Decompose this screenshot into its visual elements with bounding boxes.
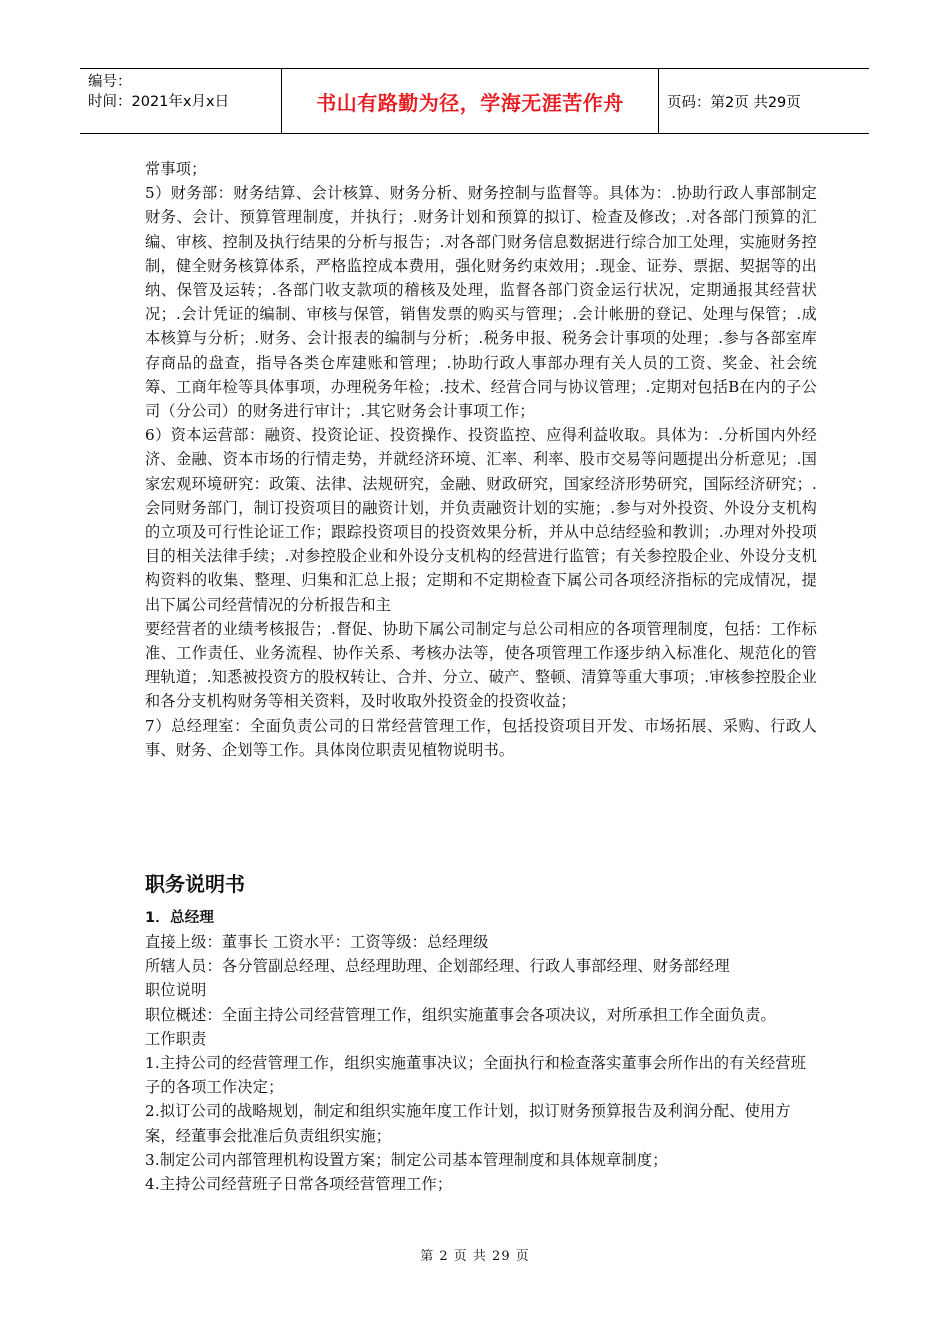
- header-page-info: 页码：第2页 共29页: [667, 94, 801, 111]
- job-line: 工作职责: [145, 1029, 207, 1048]
- job-line: 职位说明: [145, 981, 207, 1000]
- job-line: 2.拟订公司的战略规划，制定和组织实施年度工作计划，拟订财务预算报告及利润分配、使用方案，经董事会批准后负责组织实施；: [145, 1102, 791, 1145]
- paragraph: 7）总经理室：全面负责公司的日常经营管理工作，包括投资项目开发、市场拓展、采购、行政人事、财务、企划等工作。具体岗位职责见植物说明书。: [145, 716, 817, 759]
- section-title: 职务说明书: [145, 872, 245, 896]
- job-description: [145, 906, 817, 1196]
- job-line: 4.主持公司经营班子日常各项经营管理工作；: [145, 1175, 453, 1194]
- paragraph: 要经营者的业绩考核报告；.督促、协助下属公司制定与总公司相应的各项管理制度，包括：工作标准、工作责任、业务流程、协作关系、考核办法等，使各项管理工作逐步纳入标准化、规范化的管理轨道；.知悉被投资方的股权转让、合并、分立、破产、整顿、清算等重大事项；.审核参控股企业和各分支机构财务等相关资料，及时收取外投资金的投资收益；: [145, 619, 817, 711]
- job-line: 直接上级：董事长 工资水平：工资等级：总经理级: [145, 933, 489, 951]
- paragraph: 6）资本运营部：融资、投资论证、投资操作、投资监控、应得利益收取。具体为：.分析国内外经济、金融、资本市场的行情走势，并就经济环境、汇率、利率、股市交易等问题提出分析意见；.国家宏观环境研究：政策、法律、法规研究，金融、财政研究，国家经济形势研究，国际经济研究；.会同财务部门，制订投资项目的融资计划，并负责融资计划的实施；.参与对外投资、外设分支机构的立项及可行性论证工作；跟踪投资项目的投资效果分析，并从中总结经验和教训；.办理对外投项目的相关法律手续；.对参控股企业和外设分支机构的经营进行监管；有关参控股企业、外设分支机构资料的收集、整理、归集和汇总上报；定期和不定期检查下属公司各项经济指标的完成情况，提出下属公司经营情况的分析报告和主: [145, 426, 817, 614]
- page-footer: 第 2 页 共 29 页: [420, 1249, 530, 1264]
- header-motto: 书山有路勤为径，学海无涯苦作舟: [282, 69, 659, 133]
- job-line: 1.主持公司的经营管理工作，组织实施董事决议；全面执行和检查落实董事会所作出的有关经营班子的各项工作决定；: [145, 1054, 807, 1097]
- document-number-label: 编号：: [88, 74, 132, 90]
- header-meta: [80, 69, 282, 133]
- paragraph: 常事项；: [145, 160, 207, 178]
- page-header: [80, 68, 869, 134]
- body-text: [145, 157, 817, 762]
- job-line: 职位概述：全面主持公司经营管理工作，组织实施董事会各项决议，对所承担工作全面负责。: [145, 1005, 776, 1024]
- job-line: 所辖人员：各分管副总经理、总经理助理、企划部经理、行政人事部经理、财务部经理: [145, 957, 730, 976]
- document-time-label: 时间：2021年x月x日: [88, 94, 230, 110]
- job-line: 3.制定公司内部管理机构设置方案；制定公司基本管理制度和具体规章制度；: [145, 1150, 668, 1169]
- job-heading: 1．总经理: [145, 910, 215, 926]
- paragraph: 5）财务部：财务结算、会计核算、财务分析、财务控制与监督等。具体为：.协助行政人事部制定财务、会计、预算管理制度，并执行；.财务计划和预算的拟订、检查及修改；.对各部门预算的汇编、审核、控制及执行结果的分析与报告；.对各部门财务信息数据进行综合加工处理，实施财务控制，健全财务核算体系，严格监控成本费用，强化财务约束效用；.现金、证券、票据、契据等的出纳、保管及运转；.各部门收支款项的稽核及处理，监督各部门资金运行状况，定期通报其经营状况；.会计凭证的编制、审核与保管，销售发票的购买与管理；.会计帐册的登记、处理与保管；.成本核算与分析；.财务、会计报表的编制与分析；.税务申报、税务会计事项的处理；.参与各部室库存商品的盘查，指导各类仓库建账和管理；.协助行政人事部办理有关人员的工资、奖金、社会统筹、工商年检等具体事项，办理税务年检；.技术、经营合同与协议管理；.定期对包括B在内的子公司（分公司）的财务进行审计；.其它财务会计事项工作；: [145, 184, 817, 421]
